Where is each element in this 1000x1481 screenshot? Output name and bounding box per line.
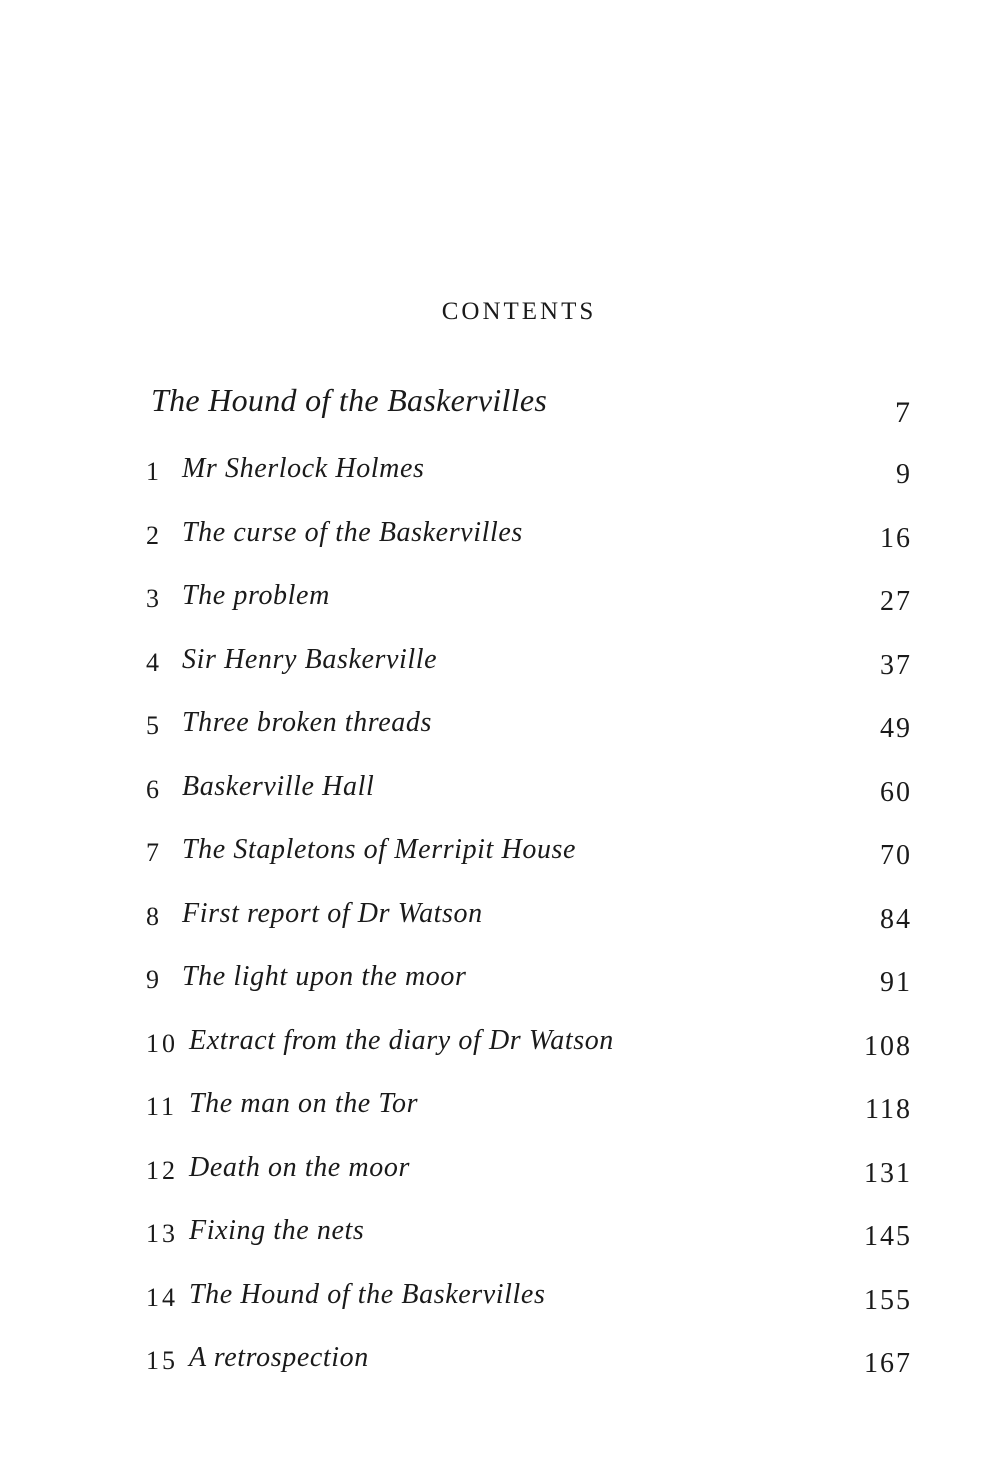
book-title: The Hound of the Baskervilles <box>151 382 548 418</box>
chapter-number: 14 <box>146 1282 178 1312</box>
chapter-page-number: 118 <box>865 1094 912 1125</box>
chapter-number: 5 <box>146 711 162 740</box>
toc-entry-chapter-3[interactable] <box>146 576 912 640</box>
chapter-page-number: 91 <box>880 967 912 998</box>
toc-entry-chapter-10[interactable] <box>146 1021 912 1085</box>
chapter-title: The light upon the moor <box>182 961 467 992</box>
toc-entry-chapter-1[interactable] <box>146 449 912 513</box>
chapter-title: Extract from the diary of Dr Watson <box>189 1024 614 1056</box>
chapter-page-number: 108 <box>864 1030 912 1062</box>
page-title: CONTENTS <box>441 298 597 325</box>
chapter-page-number: 16 <box>880 522 912 554</box>
book-page-number: 7 <box>895 396 912 429</box>
chapter-title: The Stapletons of Merripit House <box>182 834 577 865</box>
chapter-title: A retrospection <box>189 1342 369 1373</box>
chapter-number: 9 <box>146 965 162 994</box>
chapter-number: 15 <box>146 1346 178 1375</box>
chapter-number: 8 <box>146 901 162 931</box>
chapter-title: The problem <box>182 580 330 611</box>
chapter-title: Sir Henry Baskerville <box>182 643 438 675</box>
chapter-number: 12 <box>146 1155 178 1185</box>
chapter-page-number: 49 <box>880 713 912 744</box>
toc-entry-chapter-6[interactable] <box>146 767 912 831</box>
chapter-number: 6 <box>146 774 162 804</box>
toc-entry-chapter-8[interactable] <box>146 894 912 958</box>
toc-entry-chapter-13[interactable] <box>146 1211 912 1275</box>
chapter-page-number: 145 <box>864 1221 912 1252</box>
chapter-number: 13 <box>146 1219 178 1248</box>
chapter-title: First report of Dr Watson <box>182 897 483 929</box>
toc-entry-chapter-11[interactable] <box>146 1084 912 1148</box>
chapter-page-number: 167 <box>864 1348 912 1379</box>
chapter-number: 2 <box>146 520 162 550</box>
toc-entry-chapter-9[interactable] <box>146 957 912 1021</box>
chapter-number: 7 <box>146 838 162 867</box>
chapter-page-number: 27 <box>880 586 912 617</box>
chapter-page-number: 155 <box>864 1284 912 1316</box>
toc-entry-chapter-12[interactable] <box>146 1148 912 1212</box>
toc-entry-chapter-7[interactable] <box>146 830 912 894</box>
chapter-title: The man on the Tor <box>189 1088 419 1119</box>
chapter-number: 1 <box>146 457 162 486</box>
chapter-title: Baskerville Hall <box>182 770 375 802</box>
chapter-page-number: 37 <box>880 649 912 681</box>
chapter-title: Three broken threads <box>182 707 432 738</box>
chapter-page-number: 9 <box>896 459 912 490</box>
toc-entry-chapter-14[interactable] <box>146 1275 912 1339</box>
chapter-title: Death on the moor <box>189 1151 410 1183</box>
chapter-title: The curse of the Baskervilles <box>182 516 523 548</box>
chapter-number: 4 <box>146 647 162 677</box>
chapter-number: 10 <box>146 1028 178 1058</box>
chapter-number: 3 <box>146 584 162 613</box>
chapter-title: The Hound of the Baskervilles <box>189 1278 546 1310</box>
chapter-page-number: 70 <box>880 840 912 871</box>
toc-entry-chapter-4[interactable] <box>146 640 912 704</box>
chapter-page-number: 84 <box>880 903 912 935</box>
chapter-title: Mr Sherlock Holmes <box>182 453 425 484</box>
chapter-number: 11 <box>146 1092 178 1121</box>
chapter-title: Fixing the nets <box>189 1215 365 1246</box>
chapter-page-number: 60 <box>880 776 912 808</box>
toc-entry-chapter-2[interactable] <box>146 513 912 577</box>
toc-entry-chapter-15[interactable] <box>146 1338 912 1402</box>
table-of-contents <box>146 382 912 1402</box>
toc-entry-book[interactable] <box>146 382 912 449</box>
toc-entry-chapter-5[interactable] <box>146 703 912 767</box>
chapter-page-number: 131 <box>864 1157 912 1189</box>
